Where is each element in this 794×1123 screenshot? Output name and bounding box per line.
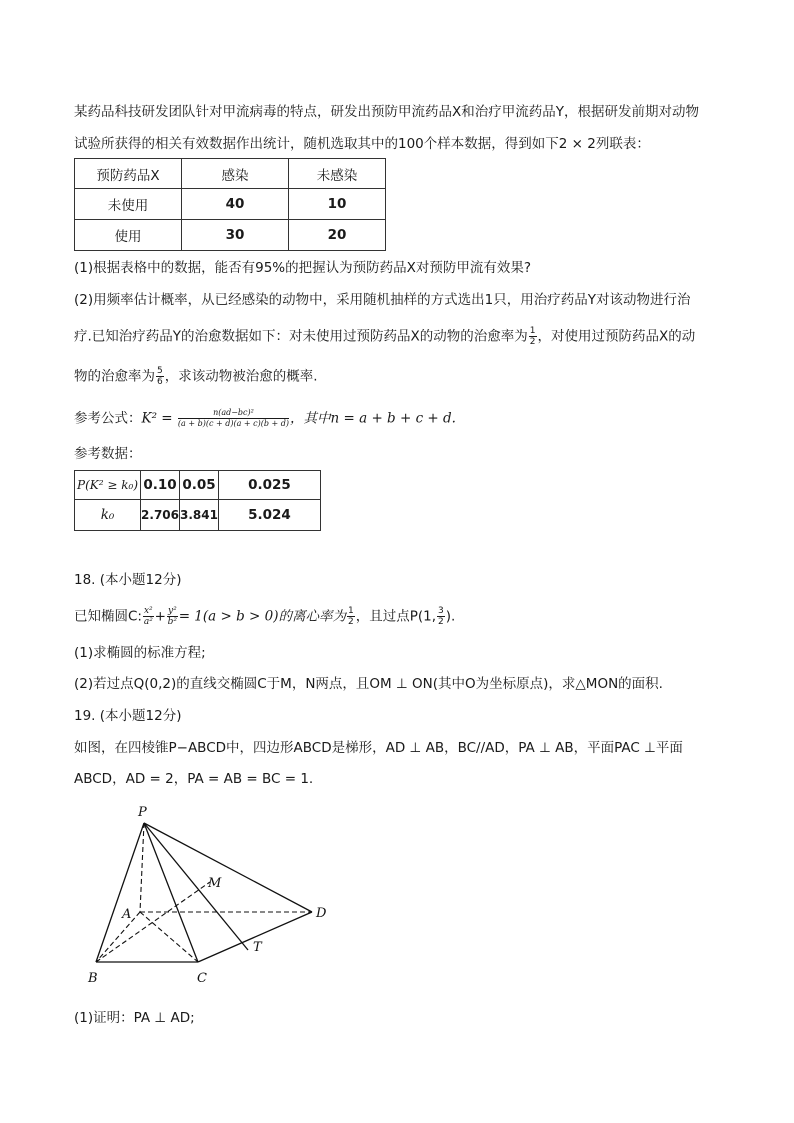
formula-denominator: (a + b)(c + d)(a + c)(b + d) <box>177 419 290 428</box>
table-cell: 20 <box>289 220 386 251</box>
text-segment: 疗.已知治疗药品Y的治愈数据如下：对未使用过预防药品X的动物的治愈率为 <box>74 328 528 345</box>
table-cell: 40 <box>182 189 289 220</box>
table-cell: 2.706 <box>141 500 180 531</box>
p19-header: 19. (本小题12分) <box>74 708 182 724</box>
table-cell: 未使用 <box>75 189 182 220</box>
p17-question1: (1)根据表格中的数据，能否有95%的把握认为预防药品X对预防甲流有效果? <box>74 260 532 276</box>
vertex-label-A: A <box>122 907 132 922</box>
vertex-label-B: B <box>88 971 98 986</box>
table-cell: 使用 <box>75 220 182 251</box>
p17-question2-line2 <box>74 326 695 347</box>
table-header-cell: 感染 <box>182 159 289 189</box>
table-header-cell: 预防药品X <box>75 159 182 189</box>
formula-fraction <box>178 408 289 429</box>
fraction <box>529 326 537 347</box>
table-row <box>75 500 321 531</box>
hidden-edges <box>96 823 312 962</box>
edge-PT <box>144 823 248 950</box>
p18-question2: (2)若过点Q(0,2)的直线交椭圆C于M，N两点，且OM ⊥ ON(其中O为坐标原点)，求△MON的面积. <box>74 676 663 692</box>
edge-PD <box>144 823 312 912</box>
p17-intro-line1: 某药品科技研发团队针对甲流病毒的特点，研发出预防甲流药品X和治疗甲流药品Y，根据研发前期对动物 <box>74 104 699 120</box>
text-segment: 物的治愈率为 <box>74 368 155 385</box>
table-cell: 0.05 <box>180 471 219 500</box>
text-segment: 已知椭圆C: <box>74 608 142 625</box>
fraction-numerator: 3 <box>438 606 444 616</box>
fraction-numerator: 1 <box>347 606 354 616</box>
fraction-denominator: 2 <box>529 337 536 347</box>
table-cell: 10 <box>289 189 386 220</box>
vertex-label-M: M <box>208 876 222 891</box>
table-cell: 30 <box>182 220 289 251</box>
edge-PC <box>144 823 198 962</box>
fraction-numerator: x² <box>143 606 153 616</box>
critical-value-table <box>74 470 321 531</box>
edge-PA <box>140 823 144 912</box>
text-segment: ，求该动物被治愈的概率. <box>164 368 318 385</box>
formula-numerator: n(ad−bc)² <box>178 408 289 419</box>
vertex-label-D: D <box>316 906 327 921</box>
table-row <box>75 220 386 251</box>
table-cell: 0.025 <box>218 471 320 500</box>
table-header-cell: P(K² ≥ k₀) <box>75 471 141 500</box>
fraction-numerator: 5 <box>157 366 163 376</box>
fraction <box>167 606 178 627</box>
p17-intro-line2: 试验所获得的相关有效数据作出统计，随机选取其中的100个样本数据，得到如下2 × 2列联表： <box>74 136 650 152</box>
table-row <box>75 471 321 500</box>
edge-AC <box>140 912 198 962</box>
p17-question2-line1: (2)用频率估计概率，从已经感染的动物中，采用随机抽样的方式选出1只，用治疗药品Y对该动物进行治 <box>74 292 691 308</box>
p17-question2-line3 <box>74 366 318 387</box>
p19-question1: (1)证明：PA ⊥ AD; <box>74 1010 195 1026</box>
contingency-table <box>74 158 386 251</box>
fraction-numerator: 1 <box>529 326 536 336</box>
p19-statement-line2: ABCD，AD = 2，PA = AB = BC = 1. <box>74 771 314 787</box>
table-row <box>75 159 386 189</box>
data-label: 参考数据： <box>74 446 142 462</box>
table-header-cell: 未感染 <box>289 159 386 189</box>
edge-AB <box>96 912 140 962</box>
vertex-label-C: C <box>197 971 207 986</box>
formula-lhs: K² = <box>141 410 173 427</box>
p19-statement-line1: 如图，在四棱锥P−ABCD中，四边形ABCD是梯形，AD ⊥ AB，BC//AD，PA ⊥ AB，平面PAC ⊥平面 <box>74 740 683 756</box>
edge-PB <box>96 823 144 962</box>
fraction-denominator: 2 <box>438 617 444 627</box>
formula-label: 参考公式： <box>74 410 142 427</box>
p18-statement <box>74 606 455 627</box>
text-segment: ，且过点P(1, <box>355 608 437 625</box>
pyramid-figure <box>80 800 340 995</box>
table-cell: 3.841 <box>180 500 219 531</box>
text-segment: = 1(a > b > 0)的离心率为 <box>178 608 346 625</box>
fraction <box>347 606 355 627</box>
table-cell: 5.024 <box>218 500 320 531</box>
fraction-denominator: b² <box>167 617 178 627</box>
table-row <box>75 189 386 220</box>
table-cell: 0.10 <box>141 471 180 500</box>
fraction <box>143 606 154 627</box>
fraction-denominator: 6 <box>157 377 163 387</box>
vertex-label-P: P <box>138 805 147 820</box>
solid-edges <box>96 823 312 962</box>
text-segment: ). <box>445 608 456 625</box>
p18-question1: (1)求椭圆的标准方程; <box>74 645 206 661</box>
fraction-numerator: y² <box>167 606 177 616</box>
formula-tail: ，其中n = a + b + c + d. <box>290 410 456 427</box>
formula-line <box>74 408 456 429</box>
fraction <box>437 606 445 627</box>
table-header-cell: k₀ <box>75 500 141 531</box>
vertex-label-T: T <box>253 940 262 955</box>
text-segment: ，对使用过预防药品X的动 <box>537 328 696 345</box>
fraction-denominator: 2 <box>347 617 354 627</box>
fraction-denominator: a² <box>143 617 153 627</box>
p18-header: 18. (本小题12分) <box>74 572 182 588</box>
plus-sign: + <box>154 608 166 625</box>
fraction <box>156 366 164 387</box>
